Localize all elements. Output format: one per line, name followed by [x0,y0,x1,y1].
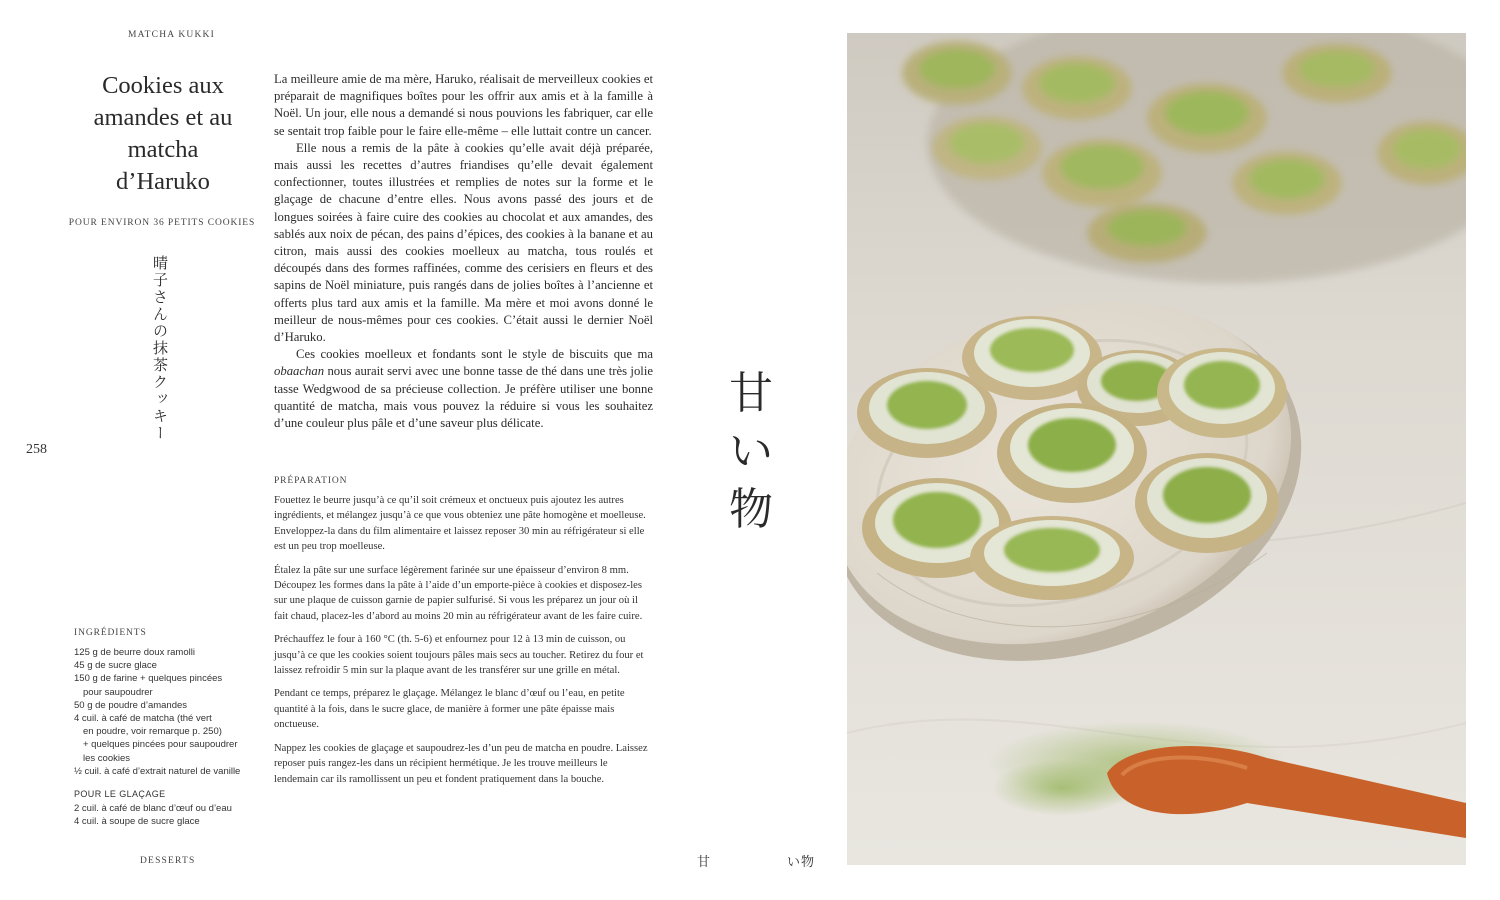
preparation-step: Étalez la pâte sur une surface légèrement farinée sur une épaisseur d’environ 8 mm. Découpez les formes dans la pâte à l’aide d’un emporte-pièce à cookies et disposez-les sur une plaque de cuisson garnie de papier sulfurisé. Si vous les préparez un jour où il fait chaud, placez-les d’abord au moins 20 min au réfrigérateur avant de les faire cuire. [274,564,643,622]
preparation-steps [274,493,652,795]
ingredient-item: ½ cuil. à café d’extrait naturel de vanille [74,765,241,777]
ingredient-item: 150 g de farine + quelques pincées pour saupoudrer [74,673,223,698]
section-footer: DESSERTS [140,856,196,866]
book-header: MATCHA KUKKI [128,30,215,40]
preparation-step: Préchauffez le four à 160 °C (th. 5-6) et enfournez pour 12 à 13 min de cuisson, ou jusqu’à ce que les cookies soient toujours pâles mais secs au toucher. Retirez du four et laissez refroidir 5 min sur la plaque avant de les transférer sur une grille en métal. [274,634,644,677]
ingredient-item: 125 g de beurre doux ramolli [74,647,195,658]
preparation-heading: PRÉPARATION [274,476,348,486]
intro-paragraph: La meilleure amie de ma mère, Haruko, réalisait de merveilleux cookies et préparait de magnifiques boîtes pour les offrir aux amis et à la famille à Noël. Un jour, elle nous a demandé si nous pouvions les fabriquer, car elle se sentait trop faible pour le faire elle-même – elle luttait contre un cancer. [274,72,653,138]
italic-word: obaachan [274,364,325,379]
ingredients-list [74,646,264,778]
preparation-step: Pendant ce temps, préparez le glaçage. Mélangez le blanc d’œuf ou l’eau, en petite quantité à la fois, dans le sucre glace, de manière à former une pâte épaisse mais onctueuse. [274,688,625,731]
intro-paragraph: Ces cookies moelleux et fondants sont le style de biscuits que ma obaachan nous aurait servi avec une bonne tasse de thé dans une très jolie tasse Wedgwood de sa précieuse collection. Je préfère utiliser une bonne quantité de matcha, mais vous pouvez la réduire si vous les souhaitez d’une couleur plus pâle et d’une saveur plus délicate. [274,347,653,431]
intro-paragraph: Elle nous a remis de la pâte à cookies qu’elle avait déjà préparée, mais aussi les recettes d’autres friandises qu’elle devait également confectionner, toutes illustrées et remplies de notes sur la forme et le glaçage de chacune d’entre elles. Nous avons passé des jours et de longues soirées à faire cuire des cookies au chocolat et aux amandes, des sablés aux noix de pécan, des pains d’épices, des cookies à la banane et au citron, mais aussi des cookies moelleux au matcha, tous roulés et découpés dans des formes raffinées, comme des cerisiers en fleurs et des sapins de Noël miniature, puis rangés dans de jolies boîtes à l’ancienne et offerts plus tard aux amis et la famille. Ma mère et moi avons donné le meilleur de nous-mêmes pour ces cookies. C’était aussi le dernier Noël d’Haruko. [274,140,653,345]
ingredients-heading: INGRÉDIENTS [74,628,147,638]
footer-jp-right: い物 [787,855,816,870]
chapter-vertical-title [722,365,780,539]
preparation-step: Nappez les cookies de glaçage et saupoudrez-les d’un peu de matcha en poudre. Laissez reposer puis rangez-les dans un récipient hermétique. Je les trouve meilleurs le lendemain car ils ramollissent un peu et fondent pratiquement dans la bouche. [274,742,648,785]
page-number: 258 [26,442,47,457]
japanese-title: 晴子さんの抹茶クッキー [151,255,169,442]
chapter-char: 物 [729,484,773,535]
glaze-item: 2 cuil. à café de blanc d’œuf ou d’eau [74,803,232,814]
glaze-list [74,802,264,828]
ingredient-item: 4 cuil. à café de matcha (thé vert en poudre, voir remarque p. 250) + quelques pincées pour saupoudrer les cookies [74,713,238,764]
chapter-char: 甘 [729,368,773,419]
cookie-photo [847,33,1466,865]
intro-text [274,71,653,432]
ingredient-item: 45 g de sucre glace [74,660,157,672]
ingredient-item: 50 g de poudre d’amandes [74,699,188,711]
recipe-title: Cookies aux amandes et au matcha d’Haruko [93,72,233,195]
glaze-heading: POUR LE GLAÇAGE [74,789,166,799]
chapter-char: い [729,426,773,477]
preparation-step: Fouettez le beurre jusqu’à ce qu’il soit crémeux et onctueux puis ajoutez les autres ingrédients, et mélangez jusqu’à ce que vous obteniez une pâte homogène et moelleuse. Enveloppez-la dans du film alimentaire et laissez reposer 30 min au réfrigérateur si elle est un peu trop moelleuse. [274,495,646,553]
serving-size: POUR ENVIRON 36 PETITS COOKIES [68,218,256,228]
footer-jp-left: 甘 [697,855,711,870]
glaze-item: 4 cuil. à soupe de sucre glace [74,816,200,828]
